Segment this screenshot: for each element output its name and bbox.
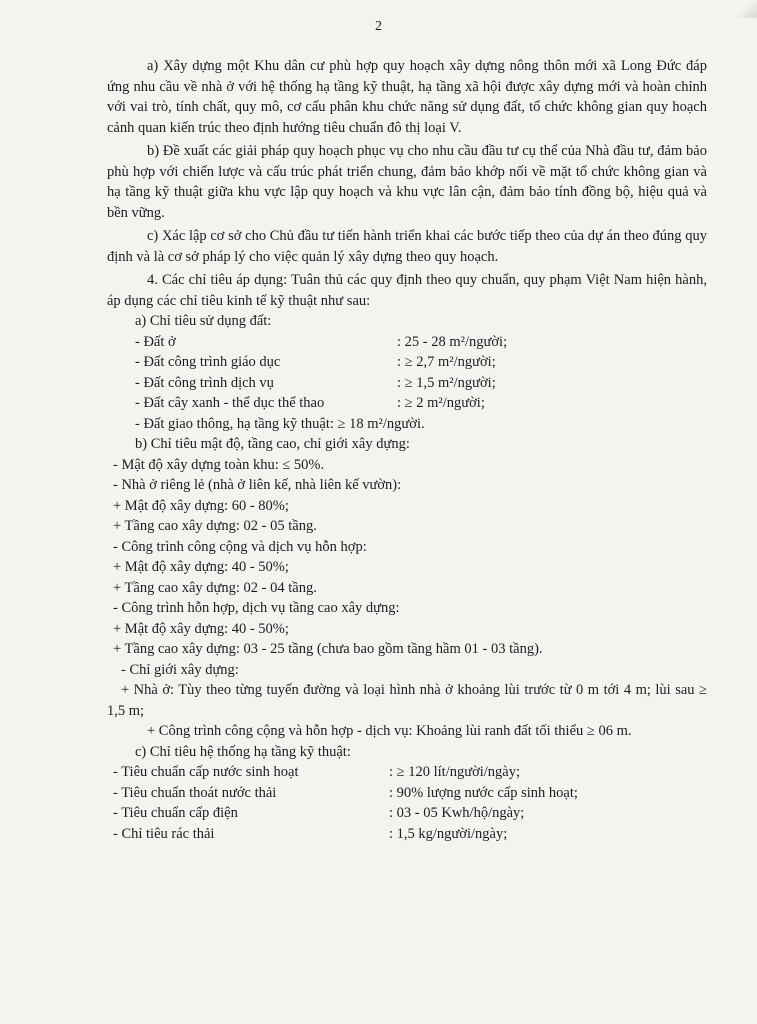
density-line: + Mật độ xây dựng: 40 - 50%; [113,620,289,637]
page-corner-shadow [717,0,757,18]
land-use-label: - Đất cây xanh - thể dục thể thao [135,395,325,411]
density-line: + Tầng cao xây dựng: 02 - 04 tầng. [113,579,317,596]
paragraph-a: a) Xây dựng một Khu dân cư phù hợp quy hoạch xây dựng nông thôn mới xã Long Đức đáp ứng nhu cầu về nhà ở với hệ thống hạ tầng kỹ thuật, hạ tầng xã hội được xây dựng mới và hoàn chỉnh với vai trò, tính chất, quy mô, cơ cấu phân khu chức năng sử dụng đất, tổ chức không gian quy hoạch cảnh quan kiến trúc theo định hướng tiêu chuẩn đô thị loại V. [107,58,707,136]
land-use-label: - Đất công trình dịch vụ [135,374,274,391]
setback-house: + Nhà ở: Tùy theo từng tuyến đường và loại hình nhà ở khoảng lùi trước từ 0 m tới 4 m; lùi sau ≥ 1,5 m; [107,682,707,719]
paragraph-c: c) Xác lập cơ sở cho Chủ đầu tư tiến hành triển khai các bước tiếp theo của dự án theo đúng quy định và là cơ sở pháp lý cho việc quản lý xây dựng theo quy hoạch. [107,228,707,265]
land-use-label: - Đất giao thông, hạ tầng kỹ thuật [135,415,330,432]
infrastructure-label: - Tiêu chuẩn cấp điện [113,805,238,821]
density-line: + Tầng cao xây dựng: 03 - 25 tầng (chưa bao gồm tầng hầm 01 - 03 tầng). [113,641,543,657]
land-use-value: : ≥ 2,7 m²/người; [397,354,496,370]
infrastructure-row [107,762,707,783]
land-use-label: - Đất ở [135,333,176,350]
infrastructure-label: - Tiêu chuẩn thoát nước thải [113,784,277,801]
density-line: + Mật độ xây dựng: 60 - 80%; [113,497,289,514]
infrastructure-row [107,783,707,804]
land-use-heading: a) Chỉ tiêu sử dụng đất: [135,313,272,329]
density-line: + Mật độ xây dựng: 40 - 50%; [113,559,289,575]
infrastructure-value: : 1,5 kg/người/ngày; [389,825,508,842]
paragraph-section-4: 4. Các chỉ tiêu áp dụng: Tuân thủ các quy định theo quy chuẩn, quy phạm Việt Nam hiện hành, áp dụng các chỉ tiêu kinh tế kỹ thuật như sau: [107,272,707,309]
land-use-value: : ≥ 1,5 m²/người; [397,374,496,391]
page-number: 2 [375,19,382,34]
land-use-row [107,373,707,394]
infrastructure-row [107,803,707,824]
land-use-row [107,352,707,373]
infrastructure-value: : ≥ 120 lít/người/ngày; [389,764,521,780]
land-use-label: - Đất công trình giáo dục [135,354,281,370]
density-line: - Công trình công cộng và dịch vụ hỗn hợp: [113,538,367,555]
land-use-value: : 25 - 28 m²/người; [397,333,508,350]
land-use-value: : ≥ 18 m²/người. [329,415,425,432]
infrastructure-label: - Tiêu chuẩn cấp nước sinh hoạt [113,764,299,780]
setback-public: + Công trình công cộng và hỗn hợp - dịch vụ: Khoảng lùi ranh đất tối thiểu ≥ 06 m. [147,723,632,739]
density-heading: b) Chỉ tiêu mật độ, tầng cao, chỉ giới xây dựng: [135,436,410,452]
infrastructure-value: : 03 - 05 Kwh/hộ/ngày; [389,805,525,821]
land-use-row [107,414,707,435]
infrastructure-value: : 90% lượng nước cấp sinh hoạt; [389,784,578,801]
land-use-value: : ≥ 2 m²/người; [397,395,485,411]
infrastructure-label: - Chỉ tiêu rác thải [113,825,215,842]
density-line: - Nhà ở riêng lẻ (nhà ở liên kế, nhà liên kế vườn): [113,477,402,493]
infrastructure-heading: c) Chỉ tiêu hệ thống hạ tầng kỹ thuật: [135,743,351,760]
document-body [107,56,707,844]
land-use-row [107,332,707,353]
land-use-row [107,393,707,414]
density-line: - Mật độ xây dựng toàn khu: ≤ 50%. [113,456,325,473]
paragraph-b: b) Đề xuất các giải pháp quy hoạch phục vụ cho nhu cầu đầu tư cụ thể của Nhà đầu tư, đảm bảo phù hợp với chiến lược và cấu trúc phát triển chung, đảm bảo khớp nối về mặt tổ chức không gian và hạ tầng kỹ thuật giữa khu vực lập quy hoạch và khu vực lân cận, đảm bảo tính đồng bộ, hiệu quả và bền vững. [107,143,707,221]
density-line: + Tầng cao xây dựng: 02 - 05 tầng. [113,518,317,534]
density-line: - Công trình hỗn hợp, dịch vụ tầng cao xây dựng: [113,600,400,616]
infrastructure-row [107,824,707,845]
density-line: - Chỉ giới xây dựng: [121,661,239,678]
